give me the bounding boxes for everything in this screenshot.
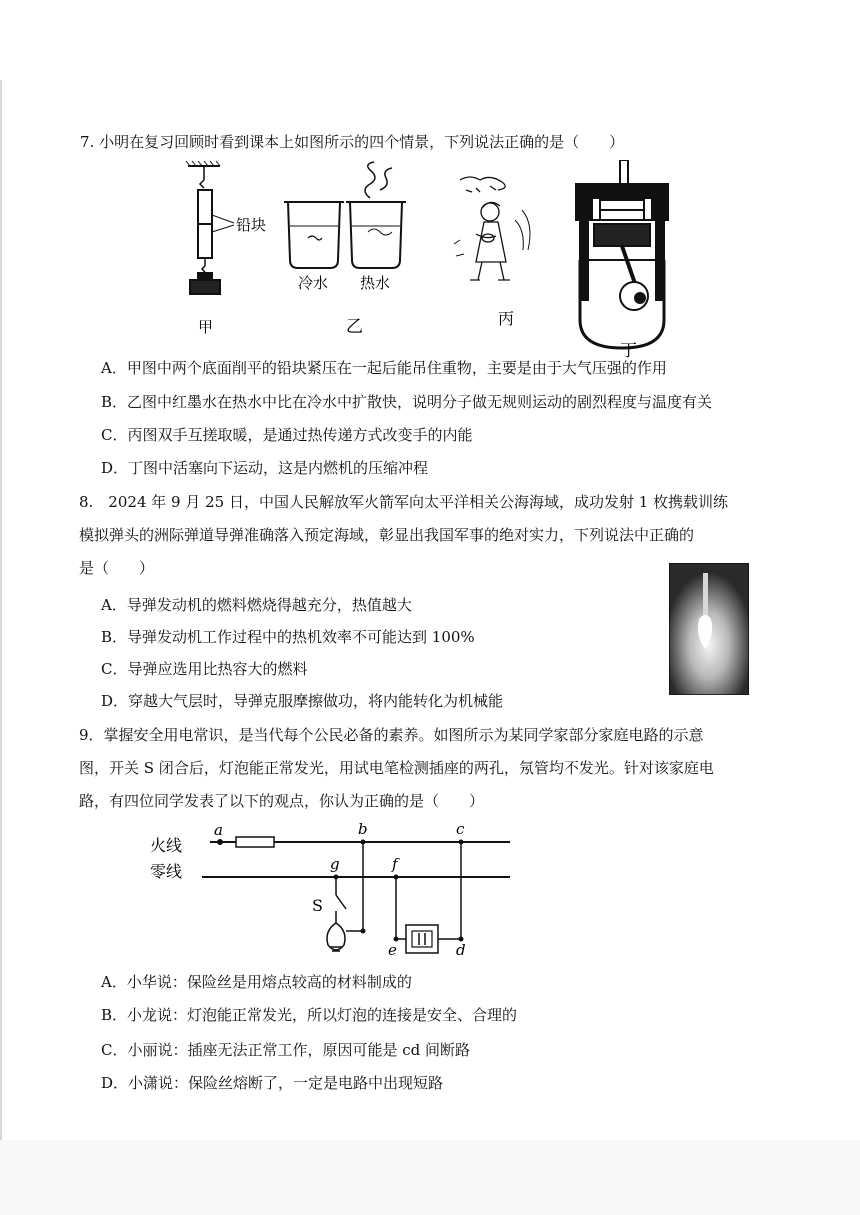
label-bing: 丙 [498, 309, 515, 328]
q8-option-b: B．导弹发动机工作过程中的热机效率不可能达到 100% [101, 628, 475, 646]
point-a: a [214, 821, 223, 839]
label-hot-water: 热水 [360, 274, 391, 292]
label-ding: 丁 [620, 341, 637, 360]
point-e: e [388, 941, 397, 959]
point-f: f [392, 855, 398, 873]
point-b: b [358, 820, 368, 838]
point-g: g [330, 855, 340, 873]
q9-option-a: A．小华说：保险丝是用熔点较高的材料制成的 [101, 973, 412, 991]
label-live-wire: 火线 [150, 836, 183, 855]
label-cold-water: 冷水 [298, 274, 329, 292]
beakers-figure [284, 162, 406, 268]
question-7-figures [170, 160, 690, 360]
question-9-stem-line-2: 图，开关 S 闭合后，灯泡能正常发光，用试电笔检测插座的两孔，氖管均不发光。针对该家庭电 [79, 759, 714, 777]
q8-option-d: D．穿越大气层时，导弹克服摩擦做功，将内能转化为机械能 [101, 692, 504, 710]
page-edge [0, 80, 2, 1140]
q9-option-c: C．小丽说：插座无法正常工作，原因可能是 cd 间断路 [101, 1041, 471, 1059]
page-bottom-margin [0, 1140, 860, 1215]
question-9-stem-line-1: 9．掌握安全用电常识，是当代每个公民必备的素养。如图所示为某同学家部分家庭电路的示意 [79, 726, 704, 744]
q7-option-a: A．甲图中两个底面削平的铅块紧压在一起后能吊住重物，主要是由于大气压强的作用 [101, 359, 667, 377]
question-8-stem-line-3: 是（ ） [79, 559, 155, 577]
question-9-stem-line-3: 路，有四位同学发表了以下的观点，你认为正确的是（ ） [79, 792, 485, 810]
engine-cylinder-figure [576, 160, 668, 348]
q9-option-b: B．小龙说：灯泡能正常发光，所以灯泡的连接是安全、合理的 [101, 1006, 518, 1024]
label-lead-block: 铅块 [236, 216, 267, 234]
q7-option-c: C．丙图双手互搓取暖，是通过热传递方式改变手的内能 [101, 426, 473, 444]
fuse [236, 837, 274, 847]
q7-option-d: D．丁图中活塞向下运动，这是内燃机的压缩冲程 [101, 459, 429, 477]
question-8-stem-line-2: 模拟弹头的洲际弹道导弹准确落入预定海域，彰显出我国军事的绝对实力，下列说法中正确的 [79, 526, 695, 544]
household-circuit-diagram [150, 815, 530, 965]
q8-option-a: A．导弹发动机的燃料燃烧得越充分，热值越大 [101, 596, 412, 614]
q8-option-c: C．导弹应选用比热容大的燃料 [101, 660, 308, 678]
q9-option-d: D．小潇说：保险丝熔断了，一定是电路中出现短路 [101, 1074, 444, 1092]
question-8-stem-line-1: 8. 2024 年 9 月 25 日，中国人民解放军火箭军向太平洋相关公海海域，成功发射 1 枚携载训练 [79, 493, 729, 511]
lead-blocks-figure [186, 161, 234, 294]
hand-rubbing-figure [454, 177, 530, 280]
missile-launch-photo [669, 563, 749, 695]
label-neutral-wire: 零线 [150, 862, 183, 881]
question-7-stem: 7. 小明在复习回顾时看到课本上如图所示的四个情景，下列说法正确的是（ ） [80, 133, 625, 151]
label-yi: 乙 [346, 317, 363, 337]
label-jia: 甲 [198, 318, 214, 336]
point-d: d [456, 941, 466, 959]
label-switch-s: S [312, 896, 323, 915]
point-c: c [456, 820, 465, 838]
q7-option-b: B．乙图中红墨水在热水中比在冷水中扩散快，说明分子做无规则运动的剧烈程度与温度有关 [101, 393, 713, 411]
